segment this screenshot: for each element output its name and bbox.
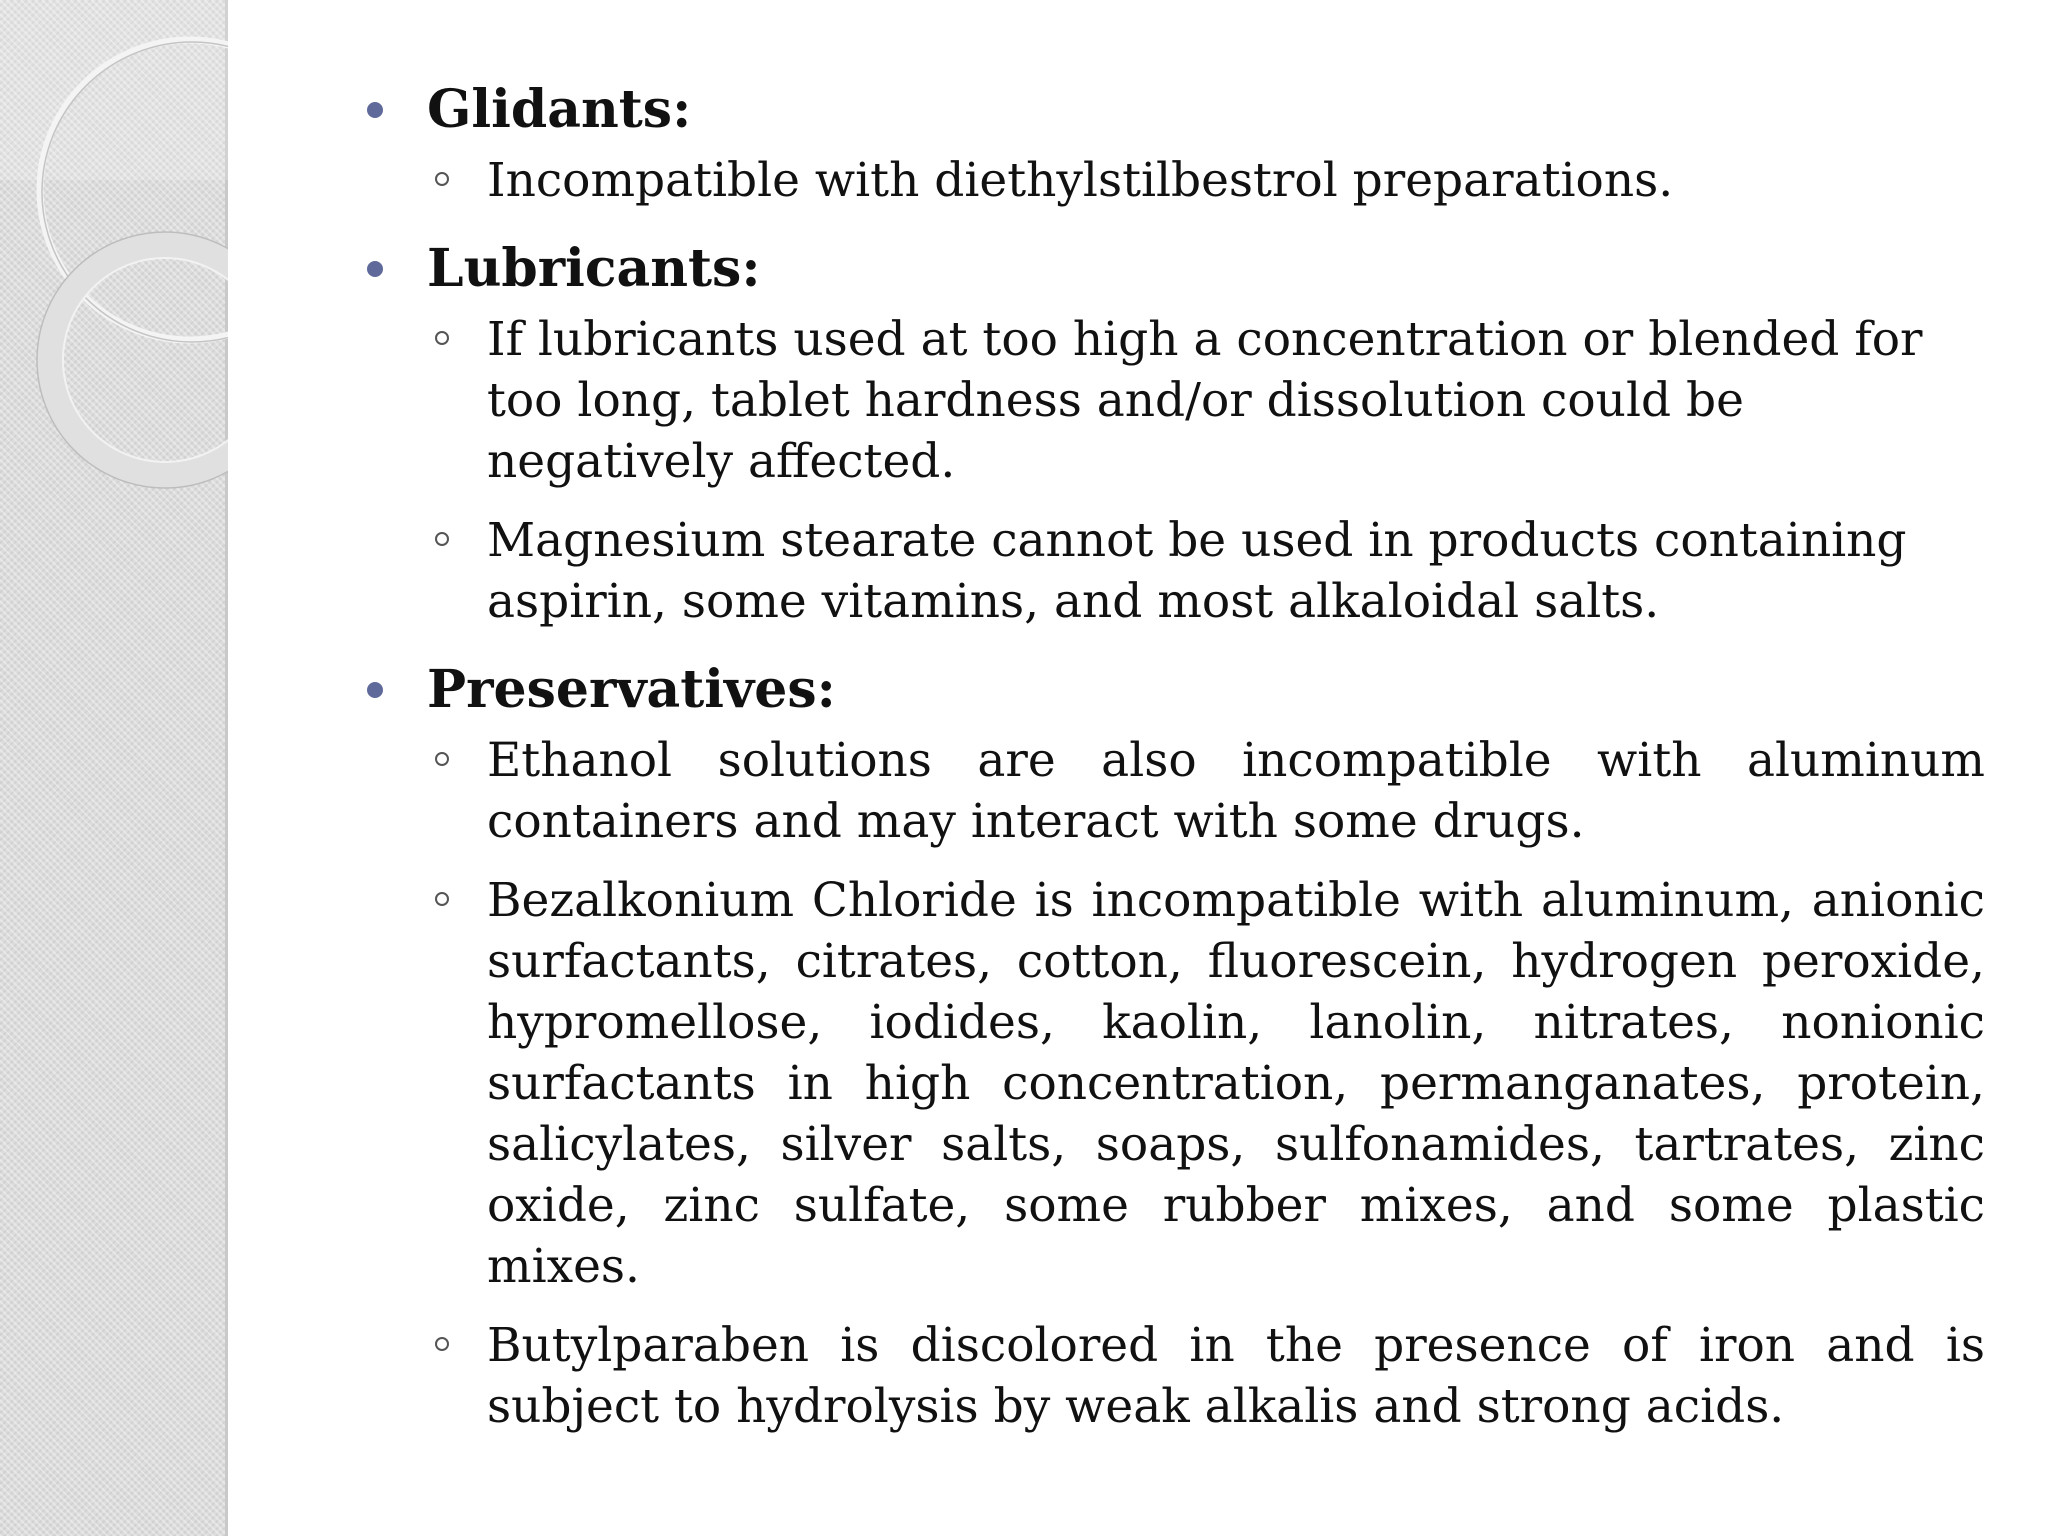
list-item — [355, 1315, 1985, 1437]
hollow-bullet-icon — [435, 892, 449, 906]
hollow-bullet-icon — [435, 752, 449, 766]
sub-list — [355, 730, 1985, 1437]
list-item — [355, 730, 1985, 852]
section-heading — [355, 229, 1985, 309]
section-heading — [355, 70, 1985, 150]
item-text: Incompatible with diethylstilbestrol preparations. — [487, 153, 1674, 208]
bullet-dot-icon — [367, 102, 383, 118]
bullet-content — [355, 70, 1985, 1455]
list-item — [355, 309, 1985, 492]
decorative-rings-icon — [0, 0, 228, 520]
section-lubricants — [355, 229, 1985, 632]
item-text: Butylparaben is discolored in the presence of iron and is subject to hydrolysis by weak alkalis and strong acids. — [487, 1318, 1985, 1434]
section-heading — [355, 650, 1985, 730]
sub-list — [355, 150, 1985, 211]
bullet-dot-icon — [367, 261, 383, 277]
section-glidants — [355, 70, 1985, 211]
bullet-dot-icon — [367, 682, 383, 698]
hollow-bullet-icon — [435, 331, 449, 345]
hollow-bullet-icon — [435, 1337, 449, 1351]
list-item — [355, 150, 1985, 211]
heading-text: Glidants: — [427, 79, 692, 140]
sub-list — [355, 309, 1985, 632]
item-text: Magnesium stearate cannot be used in products containing aspirin, some vitamins, and most alkaloidal salts. — [487, 513, 1907, 629]
list-item — [355, 510, 1985, 632]
section-preservatives — [355, 650, 1985, 1437]
item-text: Bezalkonium Chloride is incompatible with aluminum, anionic surfactants, citrates, cotton, fluorescein, hydrogen peroxide, hypromellose, iodides, kaolin, lanolin, nitrates, nonionic surfactants in high concentration, permanganates, protein, salicylates, silver salts, soaps, sulfonamides, tartrates, zinc oxide, zinc sulfate, some rubber mixes, and some plastic mixes. — [487, 873, 1985, 1294]
hollow-bullet-icon — [435, 532, 449, 546]
heading-text: Preservatives: — [427, 659, 836, 720]
hollow-bullet-icon — [435, 172, 449, 186]
decorative-side-panel — [0, 0, 228, 1536]
heading-text: Lubricants: — [427, 238, 761, 299]
item-text: If lubricants used at too high a concentration or blended for too long, tablet hardness and/or dissolution could be negatively affected. — [487, 312, 1923, 489]
list-item — [355, 870, 1985, 1297]
item-text: Ethanol solutions are also incompatible with aluminum containers and may interact with some drugs. — [487, 733, 1985, 849]
